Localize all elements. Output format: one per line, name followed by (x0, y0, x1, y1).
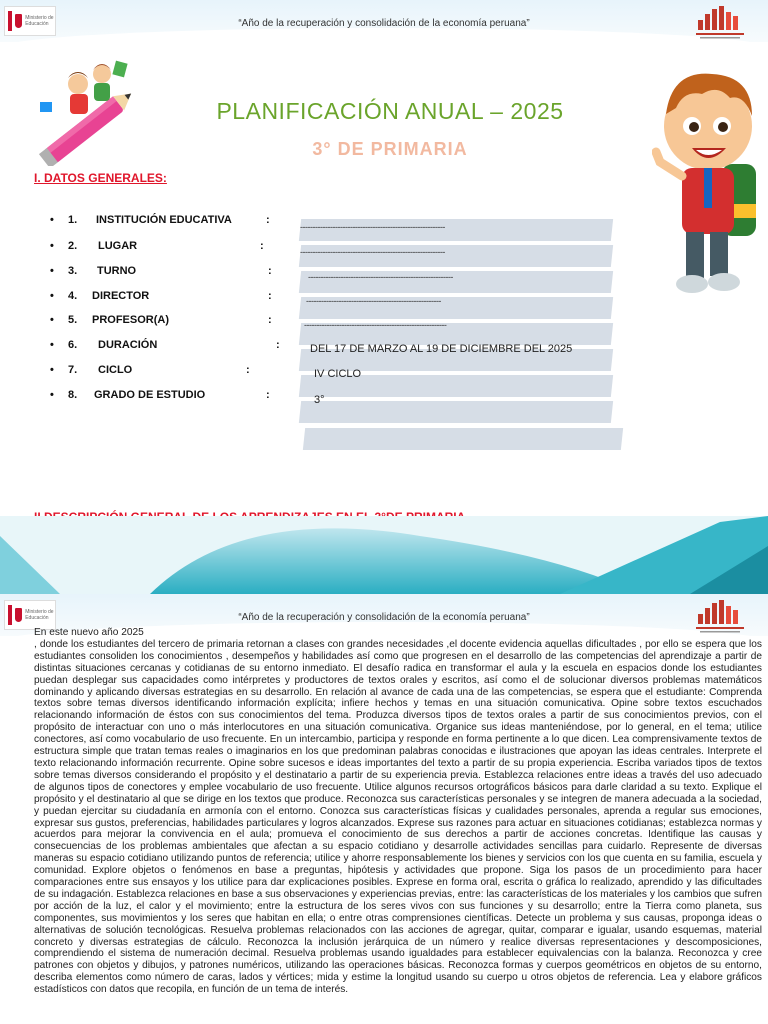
field-grado (50, 389, 610, 411)
field-label: TURNO (97, 265, 137, 277)
field-colon: : (266, 389, 270, 401)
field-number: 2. (68, 240, 78, 252)
logo-left-text: Ministerio de Educación (25, 609, 54, 621)
field-label: LUGAR (98, 240, 138, 252)
motto-prefix: “Año (238, 18, 263, 29)
bullet: • (50, 214, 54, 226)
description-paragraph: , donde los estudiantes del tercero de primaria retornan a clases con grandes necesidades ,el docente evidencia aquellas dificultades , por ello se espera que los estudiantes consoliden los conocimientos , desempeños y habilidades así como que progresen en el desarrollo de las competencias del aprendizaje a partir de distintas situaciones cercanas y cotidianas de su entorno inmediato. El desafío radica en transformar el aula y la escuela en espacios donde los estudiantes puedan desplegar sus capacidades como intérpretes y productores de textos orales y escritos, así como el de solucionar diversos problemas matemáticos dominando y aplicando diversas estrategias en su desarrollo. En relación al avance de cada una de las competencias, se espera que el estudiante: Comprenda textos sobre temas diversos identificando información explícita; infiere hechos y temas en una situación comunicativa. Opine sobre textos escuchados relacionando información de éstos con sus conocimientos del tema. Produzca diversos tipos de textos orales a partir de sus conocimientos previos, con el propósito de interactuar con uno o más interlocutores en una situación comunicativa. Organice sus ideas manteniéndose, por lo general, en el tema; utilice conectores, así como vocabulario de uso frecuente. En un intercambio, participa y responde en forma pertinente a lo que dicen. Lea comprensivamente textos de estructura simple que tratan temas reales o imaginarios en los que predominan palabras conocidas e ilustraciones que apoyan las ideas centrales. Interprete el texto relacionando información recurrente. Opine sobre sucesos e ideas importantes del texto a partir de su propia experiencia. Escriba variados tipos de textos sobre temas diversos considerando el propósito y el destinatario a partir de su experiencia previa. Establezca relaciones entre ideas a través del uso adecuado de algunos tipos de conectores y emplee vocabulario de uso frecuente. Utilice algunos recursos ortográficos básicos para darle claridad a su texto. Explique el propósito y el destinatario al que se dirige en los textos que produce. Reconozca sus características personales y se integren de manera adecuada a la sociedad, y puedan ejercitar su ciudadanía en armonía con el entorno. Conozca sus características físicas y cualidades personales, aprenda a regular sus emociones, expresar sus gustos, preferencias, habilidades particulares y logros alcanzados. Exprese sus razones para actuar en situaciones cotidianas; establezca normas y acuerdos para mejorar la convivencia en el aula; promueva el conocimiento de sus derechos a partir de acciones concretas. Identifique las causas y consecuencias de los problemas ambientales que afectan a su espacio cotidiano y desarrolle actividades sencillas para cuidarlo. Represente de diversas maneras su espacio cotidiano utilizando puntos de referencia; utilice y ahorre responsablemente los bienes y servicios con los que cuenta en su familia, escuela y comunidad. Explore objetos o fenómenos en base a preguntas, hipótesis y actividades que propone. Siga los pasos de un procedimiento para hacer comparaciones entre sus ensayos y los utilice para dar explicaciones posibles. Exprese en forma oral, escrita o gráfica lo realizado, aprendido y las dificultades de su indagación. Establezca relaciones en base a sus observaciones y experiencias previas, entre: las características de los materiales y los cambios que sufren por acción de la luz, el calor y el movimiento; entre la estructura de los seres vivos con sus funciones y su desarrollo; entre la Tierra como planeta, sus componentes, sus movimientos y los seres que habitan en ella; o entre otras comprensiones científicas. Detecte un problema y sus causas, proponga ideas o alternativas de solución tecnológicas. Resuelva problemas relacionados con las acciones de agregar, quitar, comparar e igualar, usando esquemas, material concreto y diversas estrategias de cálculo. Reconozca la inclusión jerárquica de un número y realice diversas representaciones y descomposiciones, comprendiendo el sistema de numeración decimal. Resuelva problemas usando igualdades para establecer equivalencias con la balanza. Reconozca y cree patrones con objetos y dibujos, y patrones numéricos, utilizando las operaciones básicas. Reconozca formas y cuerpos geométricos en objetos de su entorno, describa elementos como número de caras, lados y vértices; mida y estime la longitud usando su cuerpo u otros objetos de referencia. Lea y elabore gráficos estadísticos con datos que recopila, en función de un tema de interés. (34, 638, 762, 996)
description-intro: En este nuevo año 2025 (34, 627, 144, 638)
bullet: • (50, 389, 54, 401)
bullet: • (50, 364, 54, 376)
field-number: 5. (68, 314, 78, 326)
field-value-profesor: --------------------------------------------------------- (304, 320, 447, 330)
field-label: DIRECTOR (92, 290, 150, 302)
field-label: DURACIÓN (98, 339, 158, 351)
motto-suffix: ” (526, 18, 530, 29)
bullet: • (50, 240, 54, 252)
motto-suffix: ” (526, 612, 530, 623)
field-value-ciclo: IV CICLO (314, 368, 362, 380)
motto-bold: de la recuperación y consolidación de la economía peruana (262, 612, 527, 623)
field-value-duracion: DEL 17 DE MARZO AL 19 DE DICIEMBRE DEL 2025 (310, 343, 573, 355)
field-number: 8. (68, 389, 78, 401)
field-value-grado: 3° (314, 394, 325, 406)
bullet: • (50, 290, 54, 302)
field-label: INSTITUCIÓN EDUCATIVA (96, 214, 232, 226)
field-colon: : (260, 240, 264, 252)
field-value-lugar: ---------------------------------------------------------- (300, 247, 445, 257)
field-colon: : (268, 290, 272, 302)
bullet: • (50, 265, 54, 277)
field-number: 7. (68, 364, 78, 376)
kids-on-pencil-illustration (30, 56, 146, 166)
header-motto (0, 18, 768, 29)
value-box-9 (303, 428, 623, 450)
motto-prefix: “Año (238, 612, 263, 623)
page-subtitle: 3° DE PRIMARIA (312, 139, 468, 159)
field-colon: : (276, 339, 280, 351)
motto-bold: de la recuperación y consolidación de la economía peruana (262, 18, 527, 29)
field-number: 3. (68, 265, 78, 277)
field-number: 4. (68, 290, 78, 302)
page-2 (0, 594, 768, 1024)
field-label: CICLO (98, 364, 133, 376)
footer-band (0, 516, 768, 594)
boy-student-illustration (652, 64, 764, 300)
logo-left-text: Ministerio de Educación (25, 15, 54, 27)
field-label: PROFESOR(A) (92, 314, 169, 326)
field-number: 6. (68, 339, 78, 351)
field-colon: : (268, 265, 272, 277)
field-colon: : (246, 364, 250, 376)
field-label: GRADO DE ESTUDIO (94, 389, 206, 401)
field-value-institucion: ---------------------------------------------------------- (300, 222, 445, 232)
header-motto (0, 612, 768, 623)
field-number: 1. (68, 214, 78, 226)
bullet: • (50, 339, 54, 351)
section-datos-generales: I. DATOS GENERALES: (34, 171, 167, 185)
page-title: PLANIFICACIÓN ANUAL – 2025 (216, 98, 564, 124)
bullet: • (50, 314, 54, 326)
field-value-turno: ---------------------------------------------------------- (308, 272, 453, 282)
field-colon: : (266, 214, 270, 226)
description-body (34, 627, 762, 996)
field-value-director: ------------------------------------------------------ (306, 296, 441, 306)
field-colon: : (268, 314, 272, 326)
